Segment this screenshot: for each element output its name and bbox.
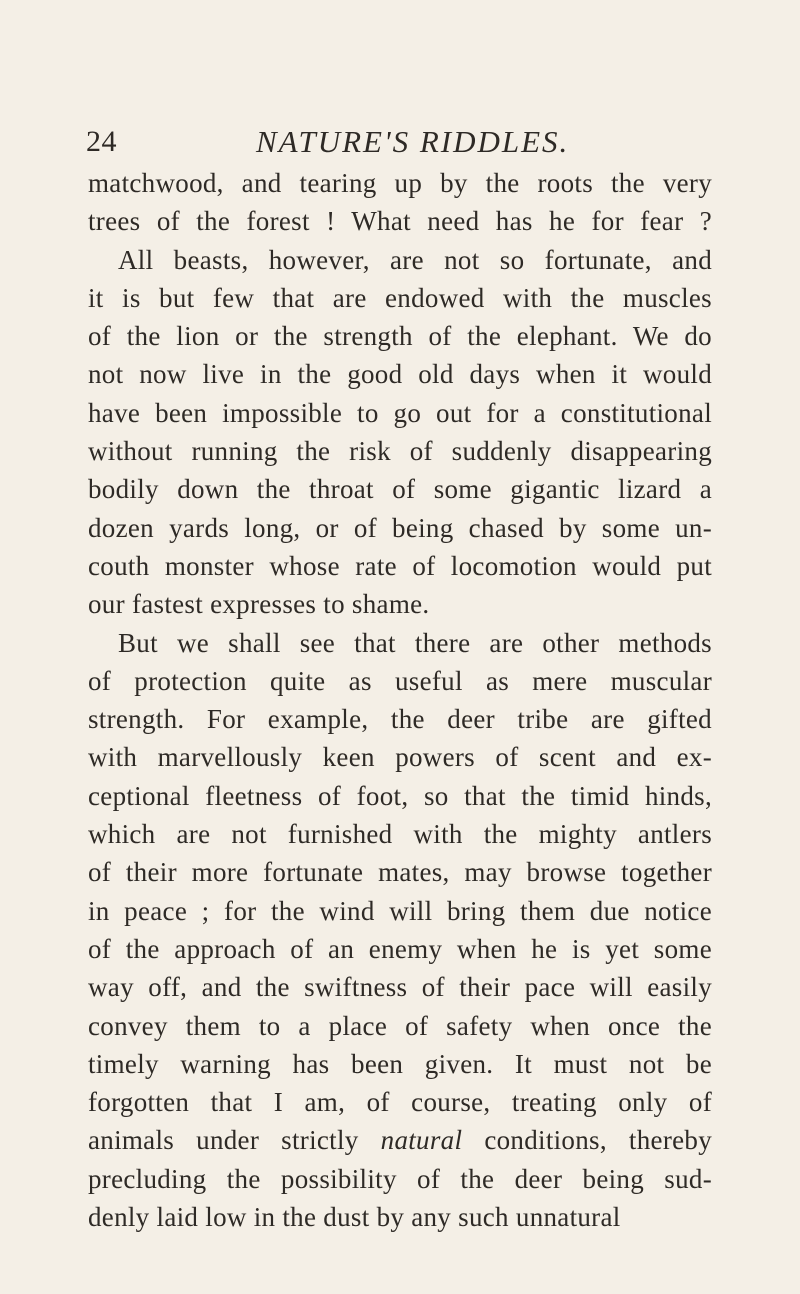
text-line <box>88 930 712 968</box>
text-segment: But we shall see that there are other methods <box>118 627 712 658</box>
text-line <box>88 892 712 930</box>
page-number: 24 <box>86 125 117 158</box>
text-segment: convey them to a place of safety when once the <box>88 1010 712 1041</box>
text-segment: dozen yards long, or of being chased by some un- <box>88 512 712 543</box>
text-segment: animals under strictly <box>88 1125 381 1156</box>
text-segment: without running the risk of suddenly disappearing <box>88 436 712 467</box>
text-line <box>88 1160 712 1198</box>
text-line <box>88 624 712 662</box>
text-segment: denly laid low in the dust by any such unnatural <box>88 1202 621 1233</box>
text-line <box>88 164 712 202</box>
text-segment: matchwood, and tearing up by the roots the very <box>88 168 712 198</box>
text-line <box>88 585 712 623</box>
body-text <box>88 164 712 1236</box>
text-line <box>88 202 712 240</box>
text-line <box>88 432 712 470</box>
text-line <box>88 853 712 891</box>
text-segment: strength. For example, the deer tribe are gifted <box>88 704 712 735</box>
text-segment: trees of the forest ! What need has he for fear ? <box>88 206 712 237</box>
text-segment: forgotten that I am, of course, treating only of <box>88 1087 712 1118</box>
text-segment: All beasts, however, are not so fortunate, and <box>118 244 712 275</box>
text-segment: bodily down the throat of some gigantic lizard a <box>88 474 712 505</box>
text-line <box>88 394 712 432</box>
text-segment: our fastest expresses to shame. <box>88 589 430 620</box>
text-segment: which are not furnished with the mighty antlers <box>88 819 712 850</box>
running-head <box>86 122 726 162</box>
text-line <box>88 1198 712 1236</box>
text-line <box>88 700 712 738</box>
text-line <box>88 1121 712 1159</box>
text-line <box>88 815 712 853</box>
text-line <box>88 241 712 279</box>
text-segment: in peace ; for the wind will bring them due notice <box>88 895 712 926</box>
running-title: NATURE'S RIDDLES. <box>256 124 570 159</box>
italic-word: natural <box>380 1125 463 1156</box>
text-segment: of protection quite as useful as mere muscular <box>88 665 712 696</box>
text-line <box>88 777 712 815</box>
text-segment: ceptional fleetness of foot, so that the timid hinds, <box>88 780 712 811</box>
text-line <box>88 662 712 700</box>
text-segment: it is but few that are endowed with the muscles <box>88 282 712 313</box>
text-segment: of the approach of an enemy when he is yet some <box>88 933 712 964</box>
text-segment: not now live in the good old days when it would <box>88 359 712 390</box>
text-line <box>88 279 712 317</box>
text-line <box>88 738 712 776</box>
text-line <box>88 1007 712 1045</box>
text-segment: conditions, thereby <box>462 1125 712 1156</box>
text-line <box>88 547 712 585</box>
text-segment: precluding the possibility of the deer being sud- <box>88 1163 712 1194</box>
text-segment: way off, and the swiftness of their pace will easily <box>88 972 712 1003</box>
text-line <box>88 1083 712 1121</box>
text-line <box>88 355 712 393</box>
text-segment: of the lion or the strength of the elephant. We do <box>88 321 712 352</box>
text-line <box>88 317 712 355</box>
text-segment: have been impossible to go out for a constitutional <box>88 397 712 428</box>
text-segment: couth monster whose rate of locomotion would put <box>88 550 712 581</box>
text-line <box>88 968 712 1006</box>
text-line <box>88 1045 712 1083</box>
text-segment: with marvellously keen powers of scent and ex- <box>88 742 712 773</box>
text-line <box>88 470 712 508</box>
text-segment: timely warning has been given. It must not be <box>88 1048 712 1079</box>
text-line <box>88 509 712 547</box>
text-segment: of their more fortunate mates, may browse together <box>88 857 712 888</box>
